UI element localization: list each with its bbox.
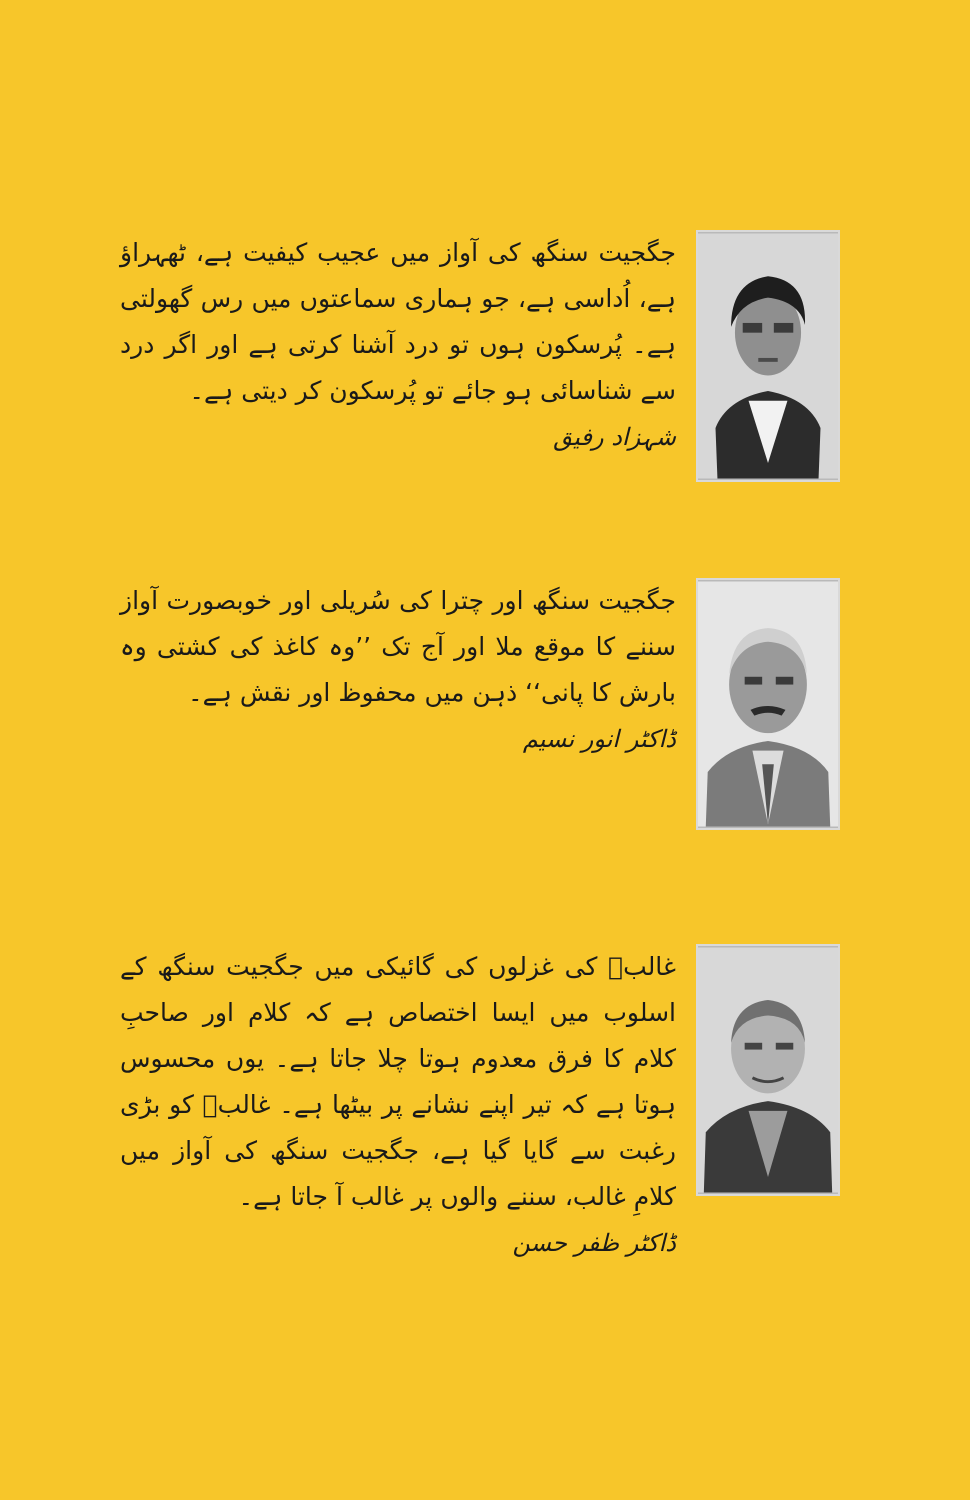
testimonial-1 xyxy=(120,230,840,486)
portrait-image xyxy=(698,946,838,1194)
testimonial-1-text: جگجیت سنگھ کی آواز میں عجیب کیفیت ہے، ٹھہراؤ ہے، اُداسی ہے، جو ہماری سماعتوں میں رس گھولتی ہے۔ پُرسکون ہوں تو درد آشنا کرتی ہے اور اگر درد سے شناسائی ہو جائے تو پُرسکون کر دیتی ہے۔ xyxy=(120,238,676,405)
testimonial-2-author: ڈاکٹر انور نسیم xyxy=(522,725,676,753)
testimonial-3-text: غالبؔ کی غزلوں کی گائیکی میں جگجیت سنگھ کے اسلوب میں ایسا اختصاص ہے کہ کلام اور صاحبِ کلام کا فرق معدوم ہوتا چلا جاتا ہے۔ یوں محسوس ہوتا ہے کہ تیر اپنے نشانے پر بیٹھا ہے۔ غالبؔ کو بڑی رغبت سے گایا گیا ہے، جگجیت سنگھ کی آواز میں کلامِ غالب، سننے والوں پر غالب آ جاتا ہے۔ xyxy=(120,952,676,1211)
testimonial-1-text-wrap xyxy=(120,230,676,460)
testimonial-2-text-wrap xyxy=(120,578,676,762)
testimonial-1-author: شہزاد رفیق xyxy=(553,423,676,451)
testimonial-2-photo xyxy=(696,578,840,830)
testimonial-3-author: ڈاکٹر ظفر حسن xyxy=(512,1229,676,1257)
testimonial-3-text-wrap xyxy=(120,944,676,1266)
testimonial-3 xyxy=(120,944,840,1257)
portrait-image xyxy=(698,232,838,480)
portrait-image xyxy=(698,580,838,828)
testimonial-3-photo xyxy=(696,944,840,1196)
testimonial-1-photo xyxy=(696,230,840,482)
testimonial-2-text: جگجیت سنگھ اور چترا کی سُریلی اور خوبصورت آواز سننے کا موقع ملا اور آج تک ’’وہ کاغذ کی کشتی وہ بارش کا پانی‘‘ ذہن میں محفوظ اور نقش ہے۔ xyxy=(120,586,676,707)
testimonial-2 xyxy=(120,578,840,834)
